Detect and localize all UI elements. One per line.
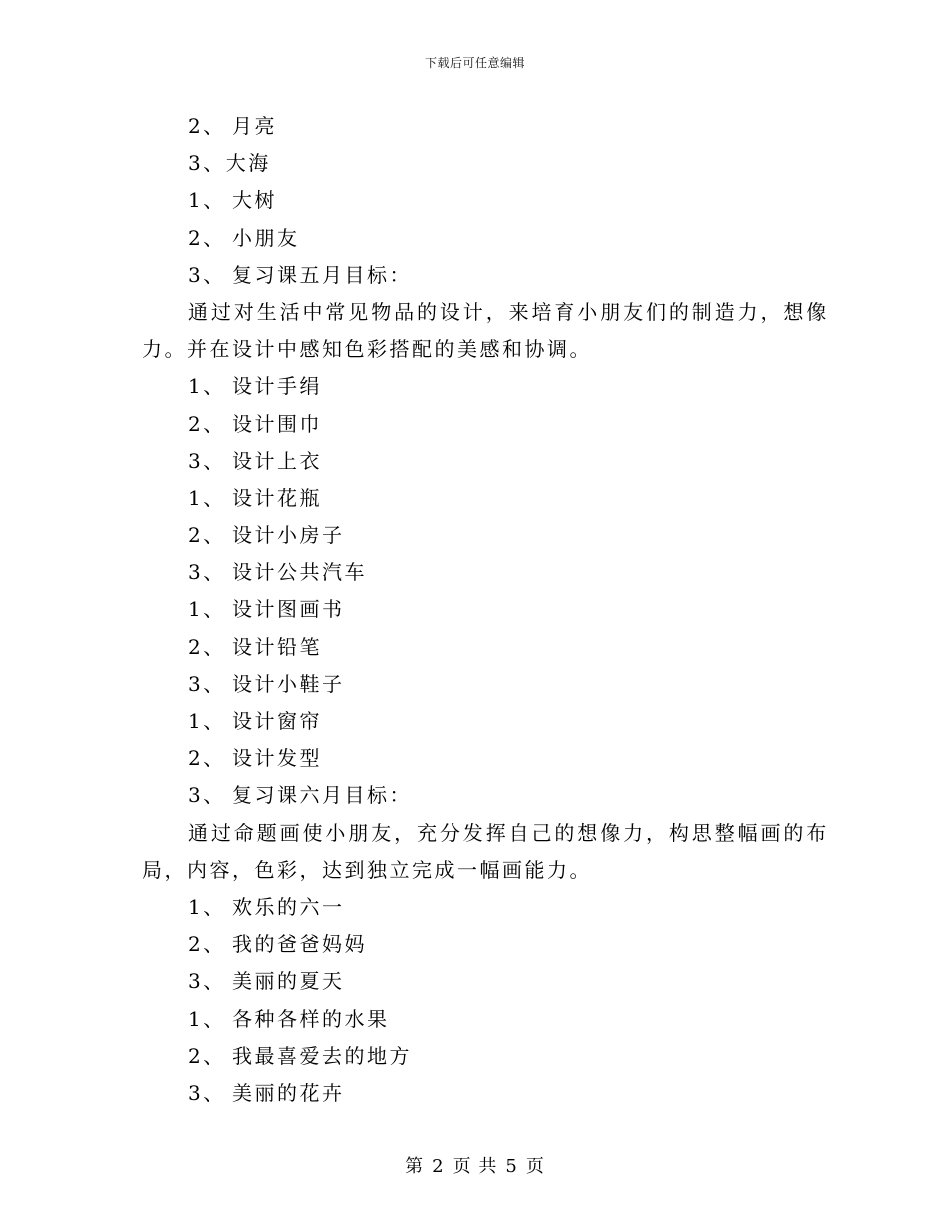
list-item xyxy=(142,963,807,1000)
item-number: 1、 xyxy=(188,709,226,733)
item-text: 我最喜爱去的地方 xyxy=(232,1043,412,1068)
item-number: 3、 xyxy=(188,1080,226,1105)
list-item xyxy=(142,145,807,182)
list-item xyxy=(142,1075,807,1112)
item-text: 设计花瓶 xyxy=(232,485,322,510)
paragraph-line: 局，内容，色彩，达到独立完成一幅画能力。 xyxy=(142,857,592,882)
paragraph-line: 通过对生活中常见物品的设计，来培育小朋友们的制造力，想像 xyxy=(188,299,830,324)
list-item xyxy=(142,108,807,145)
item-text: 美丽的花卉 xyxy=(232,1080,345,1105)
item-number: 3、 xyxy=(188,262,226,287)
item-text: 欢乐的六一 xyxy=(232,894,345,919)
item-number: 1、 xyxy=(188,485,226,510)
item-text: 小朋友 xyxy=(232,225,300,250)
list-item xyxy=(142,1038,807,1075)
list-item xyxy=(142,182,807,219)
item-number: 3、 xyxy=(188,783,226,808)
item-number: 3、 xyxy=(188,671,226,696)
list-item xyxy=(142,926,807,963)
item-text: 设计发型 xyxy=(232,746,322,771)
item-number: 2、 xyxy=(188,932,226,957)
item-number: 3、 xyxy=(188,448,226,473)
list-item xyxy=(142,629,807,666)
item-number: 3、 xyxy=(188,151,226,176)
item-text: 设计窗帘 xyxy=(232,709,322,733)
item-text: 设计小鞋子 xyxy=(232,671,345,696)
list-item xyxy=(142,517,807,554)
item-text: 设计图画书 xyxy=(232,597,345,622)
list-item xyxy=(142,443,807,480)
footer-suffix: 页 xyxy=(525,1156,545,1177)
item-text: 设计围巾 xyxy=(232,411,322,436)
page-footer xyxy=(0,1152,950,1178)
list-item xyxy=(142,666,807,703)
list-item xyxy=(142,703,807,740)
list-item xyxy=(142,406,807,443)
item-number: 2、 xyxy=(188,1043,226,1068)
list-item xyxy=(142,480,807,517)
section-heading xyxy=(142,257,807,294)
list-item xyxy=(142,368,807,405)
list-item xyxy=(142,591,807,628)
item-text: 大树 xyxy=(232,188,277,213)
item-text: 设计铅笔 xyxy=(232,634,322,659)
item-number: 2、 xyxy=(188,114,226,138)
item-text: 各种各样的水果 xyxy=(232,1006,390,1031)
list-item xyxy=(142,554,807,591)
list-item xyxy=(142,889,807,926)
item-text: 复习课六月目标： xyxy=(232,783,412,808)
item-number: 2、 xyxy=(188,225,226,250)
item-number: 1、 xyxy=(188,597,226,622)
item-number: 2、 xyxy=(188,634,226,659)
item-number: 3、 xyxy=(188,560,226,585)
item-text: 美丽的夏天 xyxy=(232,969,345,994)
item-number: 2、 xyxy=(188,411,226,436)
item-text: 设计公共汽车 xyxy=(232,560,367,585)
list-item xyxy=(142,740,807,777)
page-header: 下载后可任意编辑 xyxy=(424,56,525,70)
item-number: 2、 xyxy=(188,523,226,548)
footer-prefix: 第 xyxy=(405,1156,425,1177)
list-item xyxy=(142,1001,807,1038)
item-text: 大海 xyxy=(225,151,271,176)
list-item xyxy=(142,220,807,257)
footer-mid: 页 共 xyxy=(452,1156,498,1177)
item-number: 1、 xyxy=(188,374,226,399)
item-text: 设计手绢 xyxy=(232,374,322,399)
item-text: 设计上衣 xyxy=(232,448,322,473)
paragraph-line: 通过命题画使小朋友，充分发挥自己的想像力，构思整幅画的布 xyxy=(188,820,830,845)
item-number: 2、 xyxy=(188,746,226,771)
page-number: 2 xyxy=(432,1156,445,1177)
item-text: 我的爸爸妈妈 xyxy=(232,932,367,957)
paragraph-line: 力。并在设计中感知色彩搭配的美感和协调。 xyxy=(142,337,592,362)
page-total: 5 xyxy=(505,1156,518,1177)
item-text: 复习课五月目标： xyxy=(232,262,412,287)
section-heading xyxy=(142,777,807,814)
item-text: 月亮 xyxy=(232,114,277,138)
document-body xyxy=(142,108,830,1112)
item-text: 设计小房子 xyxy=(232,523,345,548)
item-number: 1、 xyxy=(188,894,226,919)
item-number: 1、 xyxy=(188,188,226,213)
item-number: 1、 xyxy=(188,1006,226,1031)
item-number: 3、 xyxy=(188,969,226,994)
